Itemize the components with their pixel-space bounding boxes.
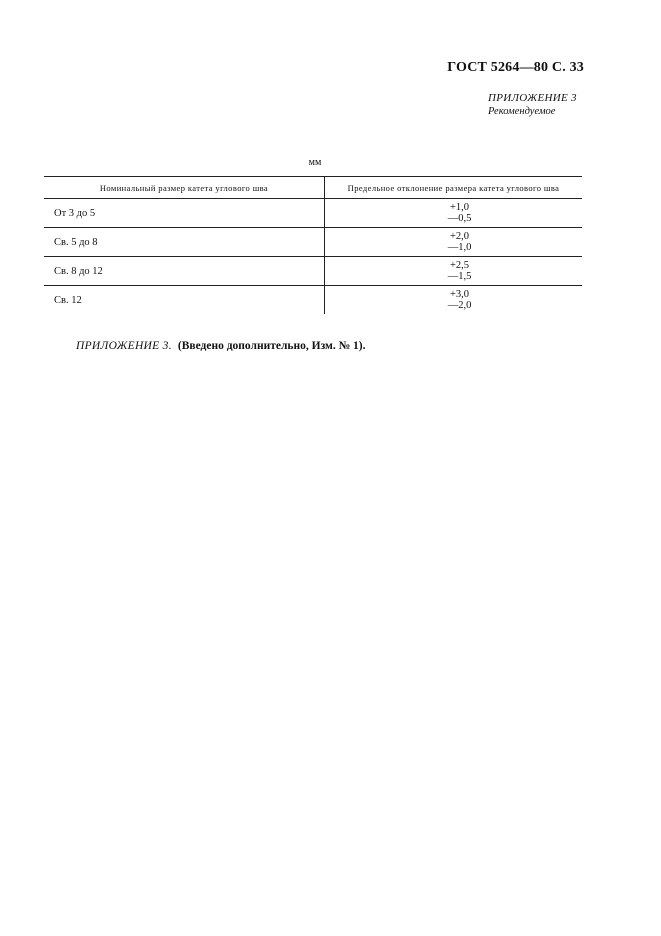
document-code: ГОСТ 5264—80 С. 33 [447,60,584,75]
row-tolerance [325,257,583,286]
tolerance-lower: —1,5 [447,271,472,282]
tolerance-upper: +2,5 [449,260,470,271]
column-header-nominal-size: Номинальный размер катета углового шва [44,177,325,199]
tolerance-upper: +3,0 [449,289,470,300]
table-row [44,228,582,257]
tolerance-lower: —0,5 [447,213,472,224]
appendix-heading [420,92,580,118]
appendix-subtitle: Рекомендуемое [488,106,556,117]
tolerance-upper: +2,0 [449,231,470,242]
tolerance-lower: —1,0 [447,242,472,253]
column-header-tolerance: Предельное отклонение размера катета углового шва [325,177,583,199]
row-tolerance [325,286,583,315]
note-text: (Введено дополнительно, Изм. № 1). [177,340,366,352]
tolerance-lower: —2,0 [447,300,472,311]
amendment-note [76,340,366,352]
table-header-row [44,177,582,199]
row-size: Св. 5 до 8 [44,228,325,257]
table-unit: мм [308,157,322,168]
row-tolerance [325,199,583,228]
table-row [44,257,582,286]
row-size: От 3 до 5 [44,199,325,228]
appendix-title: ПРИЛОЖЕНИЕ 3 [488,92,577,104]
row-tolerance [325,228,583,257]
table-row [44,199,582,228]
tolerance-upper: +1,0 [449,202,470,213]
table-row [44,286,582,315]
row-size: Св. 12 [44,286,325,315]
note-label: ПРИЛОЖЕНИЕ 3. [76,340,172,352]
tolerance-table [44,176,582,314]
row-size: Св. 8 до 12 [44,257,325,286]
